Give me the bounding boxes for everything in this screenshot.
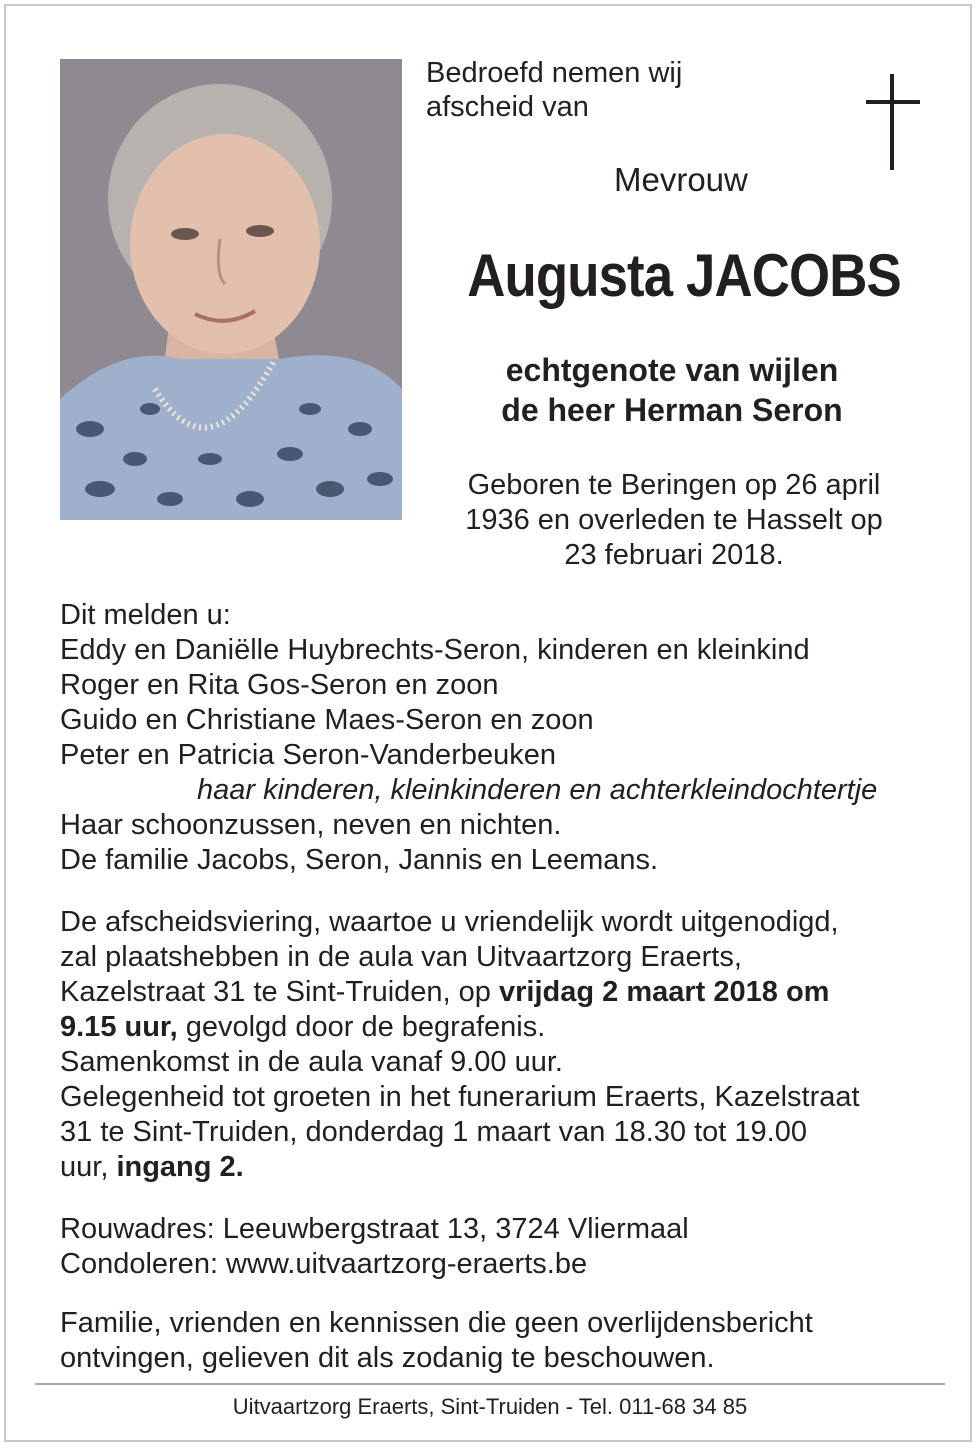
footer-divider xyxy=(35,1383,945,1385)
birth-line-1: Geboren te Beringen op 26 april xyxy=(467,469,881,501)
ceremony-line xyxy=(60,1010,940,1045)
ceremony-line: zal plaatshebben in de aula van Uitvaartzorg Eraerts, xyxy=(60,941,742,973)
ceremony-line: 31 te Sint-Truiden, donderdag 1 maart van 18.30 tot 19.00 xyxy=(60,1116,807,1148)
ceremony-date: vrijdag 2 maart 2018 om xyxy=(499,976,830,1008)
intro-line-1: Bedroefd nemen wij xyxy=(426,57,683,89)
cross-icon xyxy=(862,74,924,174)
contact-info xyxy=(60,1212,940,1282)
ceremony-line: Samenkomst in de aula vanaf 9.00 uur. xyxy=(60,1046,563,1078)
honorific: Mevrouw xyxy=(614,161,748,198)
birth-death-info xyxy=(440,468,908,573)
list-item: Peter en Patricia Seron-Vanderbeuken xyxy=(60,739,556,771)
ceremony-line: De afscheidsviering, waartoe u vriendelijk wordt uitgenodigd, xyxy=(60,906,839,938)
ceremony-text: uur, xyxy=(60,1151,117,1183)
intro-line-2: afscheid van xyxy=(426,91,589,123)
birth-line-3: 23 februari 2018. xyxy=(564,539,784,571)
birth-line-2: 1936 en overleden te Hasselt op xyxy=(465,504,883,536)
mourning-address: Rouwadres: Leeuwbergstraat 13, 3724 Vliermaal xyxy=(60,1213,689,1245)
intro-text xyxy=(426,56,726,124)
notice-list xyxy=(60,598,940,878)
relation-note: haar kinderen, kleinkinderen en achterkleindochtertje xyxy=(197,774,878,806)
list-item: De familie Jacobs, Seron, Jannis en Leemans. xyxy=(60,844,659,876)
ceremony-line xyxy=(60,1150,940,1185)
ceremony-text: gevolgd door de begrafenis. xyxy=(177,1011,546,1043)
list-item: Guido en Christiane Maes-Seron en zoon xyxy=(60,704,594,736)
family-note-line: Familie, vrienden en kennissen die geen overlijdensbericht xyxy=(60,1307,813,1339)
ceremony-text: Kazelstraat 31 te Sint-Truiden, op xyxy=(60,976,499,1008)
list-item: Eddy en Daniëlle Huybrechts-Seron, kinderen en kleinkind xyxy=(60,634,810,666)
family-note xyxy=(60,1306,940,1376)
spouse-info xyxy=(430,350,914,430)
condolence-link[interactable]: Condoleren: www.uitvaartzorg-eraerts.be xyxy=(60,1248,588,1280)
portrait-photo xyxy=(60,59,402,520)
ceremony-time: 9.15 uur, xyxy=(60,1011,178,1043)
spouse-line-2: de heer Herman Seron xyxy=(501,392,843,428)
ceremony-line xyxy=(60,975,940,1010)
list-item: Roger en Rita Gos-Seron en zoon xyxy=(60,669,499,701)
ceremony-line: Gelegenheid tot groeten in het funerarium Eraerts, Kazelstraat xyxy=(60,1081,860,1113)
family-note-line: ontvingen, gelieven dit als zodanig te beschouwen. xyxy=(60,1342,715,1374)
footer-text: Uitvaartzorg Eraerts, Sint-Truiden - Tel. 011-68 34 85 xyxy=(232,1394,748,1419)
notice-heading: Dit melden u: xyxy=(60,599,231,631)
deceased-name: Augusta JACOBS xyxy=(467,242,901,309)
ceremony-details xyxy=(60,905,940,1185)
entrance-info: ingang 2. xyxy=(116,1151,244,1183)
list-item: Haar schoonzussen, neven en nichten. xyxy=(60,809,562,841)
spouse-line-1: echtgenote van wijlen xyxy=(505,352,839,388)
